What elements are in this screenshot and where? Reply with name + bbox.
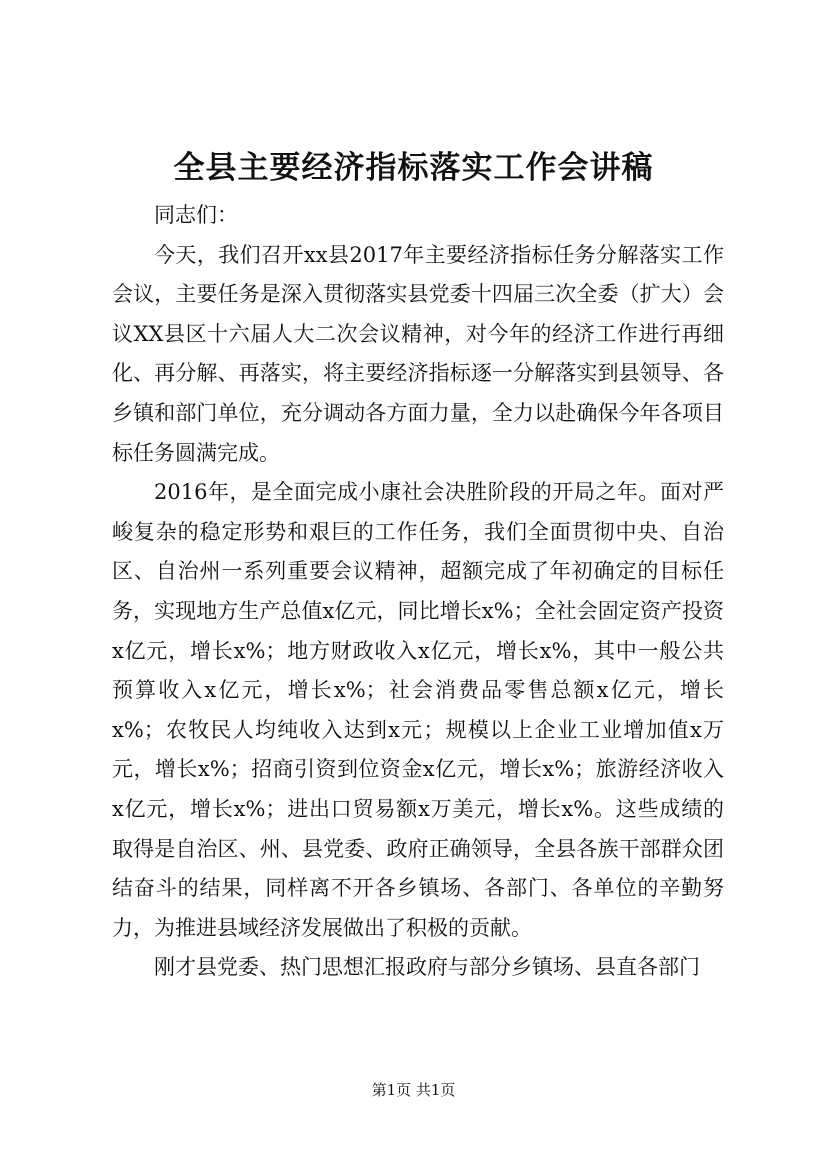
document-title: 全县主要经济指标落实工作会讲稿 (173, 150, 654, 186)
paragraph-1: 今天，我们召开xx县2017年主要经济指标任务分解落实工作会议，主要任务是深入贯彻落实县党委十四届三次全委（扩大）会议XX县区十六届人大二次会议精神，对今年的经济工作进行再细化、再分解、再落实，将主要经济指标逐一分解落实到县领导、各乡镇和部门单位，充分调动各方面力量，全力以赴确保今年各项目标任务圆满完成。 (112, 242, 724, 465)
paragraph-3: 刚才县党委、热门思想汇报政府与部分乡镇场、县直各部门 (154, 955, 700, 980)
page-footer: 第1页 共1页 (371, 1081, 456, 1099)
greeting: 同志们： (154, 203, 238, 227)
paragraph-2: 2016年，是全面完成小康社会决胜阶段的开局之年。面对严峻复杂的稳定形势和艰巨的工作任务，我们全面贯彻中央、自治区、自治州一系列重要会议精神，超额完成了年初确定的目标任务，实现地方生产总值x亿元，同比增长x%；全社会固定资产投资x亿元，增长x%；地方财政收入x亿元，增长x%，其中一般公共预算收入x亿元，增长x%；社会消费品零售总额x亿元，增长x%；农牧民人均纯收入达到x元；规模以上企业工业增加值x万元，增长x%；招商引资到位资金x亿元，增长x%；旅游经济收入x亿元，增长x%；进出口贸易额x万美元，增长x%。这些成绩的取得是自治区、州、县党委、政府正确领导，全县各族干部群众团结奋斗的结果，同样离不开各乡镇场、各部门、各单位的辛勤努力，为推进县域经济发展做出了积极的贡献。 (112, 480, 724, 940)
document-body (112, 196, 724, 988)
